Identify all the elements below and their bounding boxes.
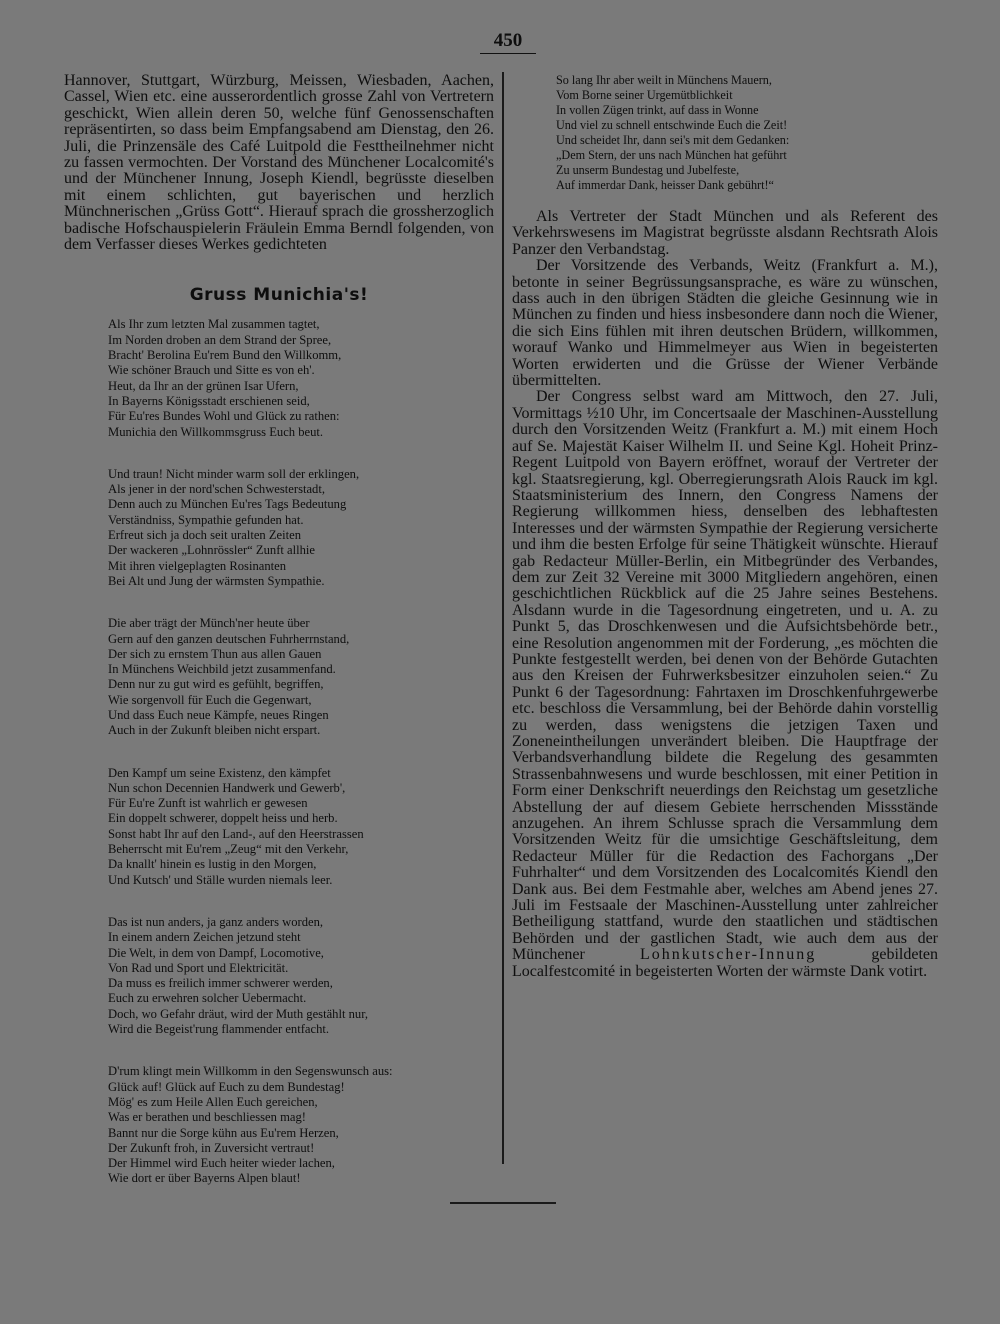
poem-line: Denn nur zu gut wird es gefühlt, begriffen, [108,677,324,692]
poem-line: Heut, da Ihr an der grünen Isar Ufern, [108,378,299,393]
poem-line: „Dem Stern, der uns nach München hat geführt [556,148,787,162]
poem-stanza [108,317,494,439]
poem-line: In vollen Zügen trinkt, auf dass in Wonne [556,103,759,117]
poem-line: Im Norden droben an dem Strand der Spree, [108,332,332,347]
poem-line: Munichia den Willkommsgruss Euch beut. [108,424,324,439]
poem-line: Als jener in der nord'schen Schwesterstadt, [108,482,326,497]
poem-line: Für Eu'res Bundes Wohl und Glück zu rathen: [108,409,340,424]
poem-line: D'rum klingt mein Willkomm in den Segenswunsch aus: [108,1064,393,1079]
poem-line: Und dass Euch neue Kämpfe, neues Ringen [108,708,329,722]
poem-stanza [108,766,494,888]
poem-line: Und viel zu schnell entschwinde Euch die Zeit! [556,118,788,132]
poem-line: Bei Alt und Jung der wärmsten Sympathie. [108,573,325,588]
poem-stanza [108,1064,494,1186]
poem-line: Wie schöner Brauch und Sitte es von eh'. [108,363,315,378]
poem-title: Gruss Munichia's! [189,285,369,306]
poem-final-stanza [556,73,938,193]
poem-line: Gern auf den ganzen deutschen Fuhrherrnstand, [108,631,350,646]
poem-line: Bracht' Berolina Eu'rem Bund den Willkomm, [108,348,342,363]
poem-line: Zu unserm Bundestag und Jubelfeste, [556,163,740,177]
paragraph-congress-text: Der Congress selbst ward am Mittwoch, den 27. Juli, Vormittags ½10 Uhr, im Concertsaale der Maschinen-Ausstellung durch den Vorsitzenden Weitz (Frankfurt a. M.) mit einem Hoch auf Se. Majestät Kaiser Wilhelm II. und Seine Kgl. Hoheit Prinz-Regent Luitpold von Bayern eröffnet, worauf der Vertreter der kgl. Staatsregierung, kgl. Oberregierungsrath Alois Rauck im kgl. Staatsministerium des Innern, den Congress Namens der Regierung willkommen hiess, denselben des lebhaftesten Interesses und der wärmsten Sympathie der Regierung versicherte und ihm die besten Erfolge für seine Thätigkeit wünschte. Hierauf gab Redacteur Müller-Berlin, ein Mitbegründer des Verbandes, dem zur Zeit 32 Vereine mit 3000 Mitgliedern angehören, einen geschichtlichen Rückblick auf die 25 Jahre seines Bestehens. Alsdann wurde in die Tagesordnung eingetreten, und u. A. zu Punkt 5, das Droschkenwesen und die Aufsichtsbehörde betr., eine Resolution angenommen mit der Forderung, „es möchten die Punkte festgestellt werden, bei denen von der Behörde Gutachten aus den Kreisen der Fuhrwerksbesitzer einzuholen seien.“ Zu Punkt 6 der Tagesordnung: Fahrtaxen im Droschkenfuhrgewerbe etc. beschloss die Versammlung, bei der Behörde dahin vorstellig zu werden, dass wenigstens die jetzigen Taxen und Zoneneintheilungen unverändert bleiben. Die Hauptfrage der Verbandsverhandlung bildete die Regelung des gesammten Strassenbahnwesens und wurde beschlossen, mit einer Petition in Form einer Denkschrift neuerdings den Reichstag um gesetzliche Abstellung der auf diesem Gebiete herrschenden Missstände anzugehen. An ihrem Schlusse sprach die Versammlung dem Vorsitzenden Weitz für die umsichtige Geschäftsleitung, dem Redacteur Müller für die Redaction des Fachorgans „Der Fuhrhalter“ und dem Vorsitzenden des Localcomités Kiendl den Dank aus. Bei dem Festmahle aber, welches am Abend jenes 27. Juli im Festsaale der Maschinen-Ausstellung unter zahlreicher Betheiligung stattfand, wurde den staatlichen und städtischen Behörden und der gastlichen Stadt, wie auch dem aus der Münchener [512,388,938,964]
poem-line: Von Rad und Sport und Elektricität. [108,960,289,975]
poem-line: Glück auf! Glück auf Euch zu dem Bundestag! [108,1079,345,1094]
spaced-text: Lohnkutscher-Innung [639,946,817,964]
poem-line: In einem andern Zeichen jetzund steht [108,930,301,945]
poem-line: Der Zukunft froh, in Zuversicht vertraut! [108,1140,315,1155]
poem-line: Was er berathen und beschliessen mag! [108,1110,306,1125]
poem-line: Da muss es freilich immer schwerer werden, [108,976,333,991]
poem-line: Bannt nur die Sorge kühn aus Eu'rem Herzen, [108,1125,339,1140]
poem-line: Die aber trägt der Münch'ner heute über [108,616,310,631]
paragraph-panzer: Als Vertreter der Stadt München und als Referent des Verkehrswesens im Magistrat begrüsste alsdann Rechtsrath Alois Panzer den Verbandstag. [512,208,938,258]
poem-line: Beherrscht mit Eu'rem „Zeug“ mit den Verkehr, [108,842,349,857]
poem-line: Auch in der Zukunft bleiben nicht erspart. [108,723,321,738]
poem-line: Auf immerdar Dank, heisser Dank gebührt!“ [556,178,774,192]
page-number: 450 [480,30,536,54]
poem-line: Wie dort er über Bayerns Alpen blaut! [108,1171,301,1186]
poem-line: Nun schon Decennien Handwerk und Gewerb', [108,780,346,795]
poem-line: Wird die Begeist'rung flammender entfacht. [108,1022,330,1037]
paragraph-congress [512,389,938,980]
poem-line: In Bayerns Königsstadt erschienen seid, [108,393,310,408]
poem-line: Euch zu erwehren solcher Uebermacht. [108,991,307,1006]
poem-line: Und Kutsch' und Ställe wurden niemals leer. [108,872,333,887]
poem-line: Da knallt' hinein es lustig in den Morgen, [108,857,317,872]
poem-line: Verständniss, Sympathie gefunden hat. [108,512,304,527]
paragraph-weitz: Der Vorsitzende des Verbands, Weitz (Frankfurt a. M.), betonte in seiner Begrüssungsansprache, es wäre zu wünschen, dass auch in den übrigen Städten die gleiche Gesinnung wie in München zu finden und hiess insbesondere dann noch die Wiener, die sich Eins fühlen mit ihren deutschen Brüdern, willkommen, worauf Wanko und Himmelmeyer aus Wien in begeisterten Worten erwiderten und die Grüsse der Wiener Verbände übermittelten. [512,257,938,390]
column-divider [502,72,504,1164]
poem-line: Und scheidet Ihr, dann sei's mit dem Gedanken: [556,133,790,147]
poem-line: Mög' es zum Heile Allen Euch gereichen, [108,1094,318,1109]
poem-stanza [108,616,494,738]
poem-line: Ein doppelt schwerer, doppelt heiss und herb. [108,811,338,826]
poem-line: Den Kampf um seine Existenz, den kämpfet [108,765,331,780]
end-rule [450,1202,556,1204]
poem-line: Doch, wo Gefahr dräut, wird der Muth gestählt nur, [108,1006,369,1021]
poem-line: Vom Borne seiner Urgemütblichkeit [556,88,733,102]
poem-line: Die Welt, in dem von Dampf, Locomotive, [108,945,324,960]
poem-line: Denn auch zu München Eu'res Tags Bedeutung [108,497,347,512]
poem-line: Mit ihren vielgeplagten Rosinanten [108,558,287,573]
poem-line: Als Ihr zum letzten Mal zusammen tagtet, [108,317,320,332]
poem-line: Sonst habt Ihr auf den Land-, auf den Heerstrassen [108,826,364,841]
poem-line: Der wackeren „Lohnrössler“ Zunft allhie [108,543,316,558]
intro-paragraph: Hannover, Stuttgart, Würzburg, Meissen, Wiesbaden, Aachen, Cassel, Wien etc. eine ausserordentlich grosse Zahl von Vertretern geschickt, Wien allein deren 50, welche fünf Genossenschaften repräsentirten, so dass beim Empfangsabend am Dienstag, den 26. Juli, die Prinzensäle des Café Luitpold die Festtheilnehmer nicht zu fassen vermochten. Der Vorstand des Münchener Localcomité's und der Münchener Innung, Joseph Kiendl, begrüsste dieselben mit einem schlichten, gut bayerischen und herzlich Münchnerischen „Grüss Gott“. Hierauf sprach die grossherzoglich badische Hofschauspielerin Fräulein Emma Berndl folgenden, von dem Verfasser dieses Werkes gedichteten [64,72,494,254]
poem-line: Für Eu're Zunft ist wahrlich er gewesen [108,796,308,811]
left-column [64,73,494,1214]
poem-line: Der sich zu ernstem Thun aus allen Gauen [108,646,322,661]
poem-stanza [108,915,494,1037]
poem-line: Das ist nun anders, ja ganz anders worden, [108,914,324,929]
poem [64,317,494,1186]
poem-line: So lang Ihr aber weilt in Münchens Mauern, [556,73,772,87]
poem-line: In Münchens Weichbild jetzt zusammenfand. [108,662,336,677]
paragraph-congress-end: gebildeten Localfestcomité in begeisterten Worten der wärmste Dank votirt. [512,946,938,980]
poem-line: Und traun! Nicht minder warm soll der erklingen, [108,466,360,481]
poem-line: Wie sorgenvoll für Euch die Gegenwart, [108,692,312,707]
poem-stanza [108,467,494,589]
right-column [512,73,938,980]
poem-line: Der Himmel wird Euch heiter wieder lachen, [108,1156,335,1171]
poem-line: Erfreut sich ja doch seit uralten Zeiten [108,528,302,543]
